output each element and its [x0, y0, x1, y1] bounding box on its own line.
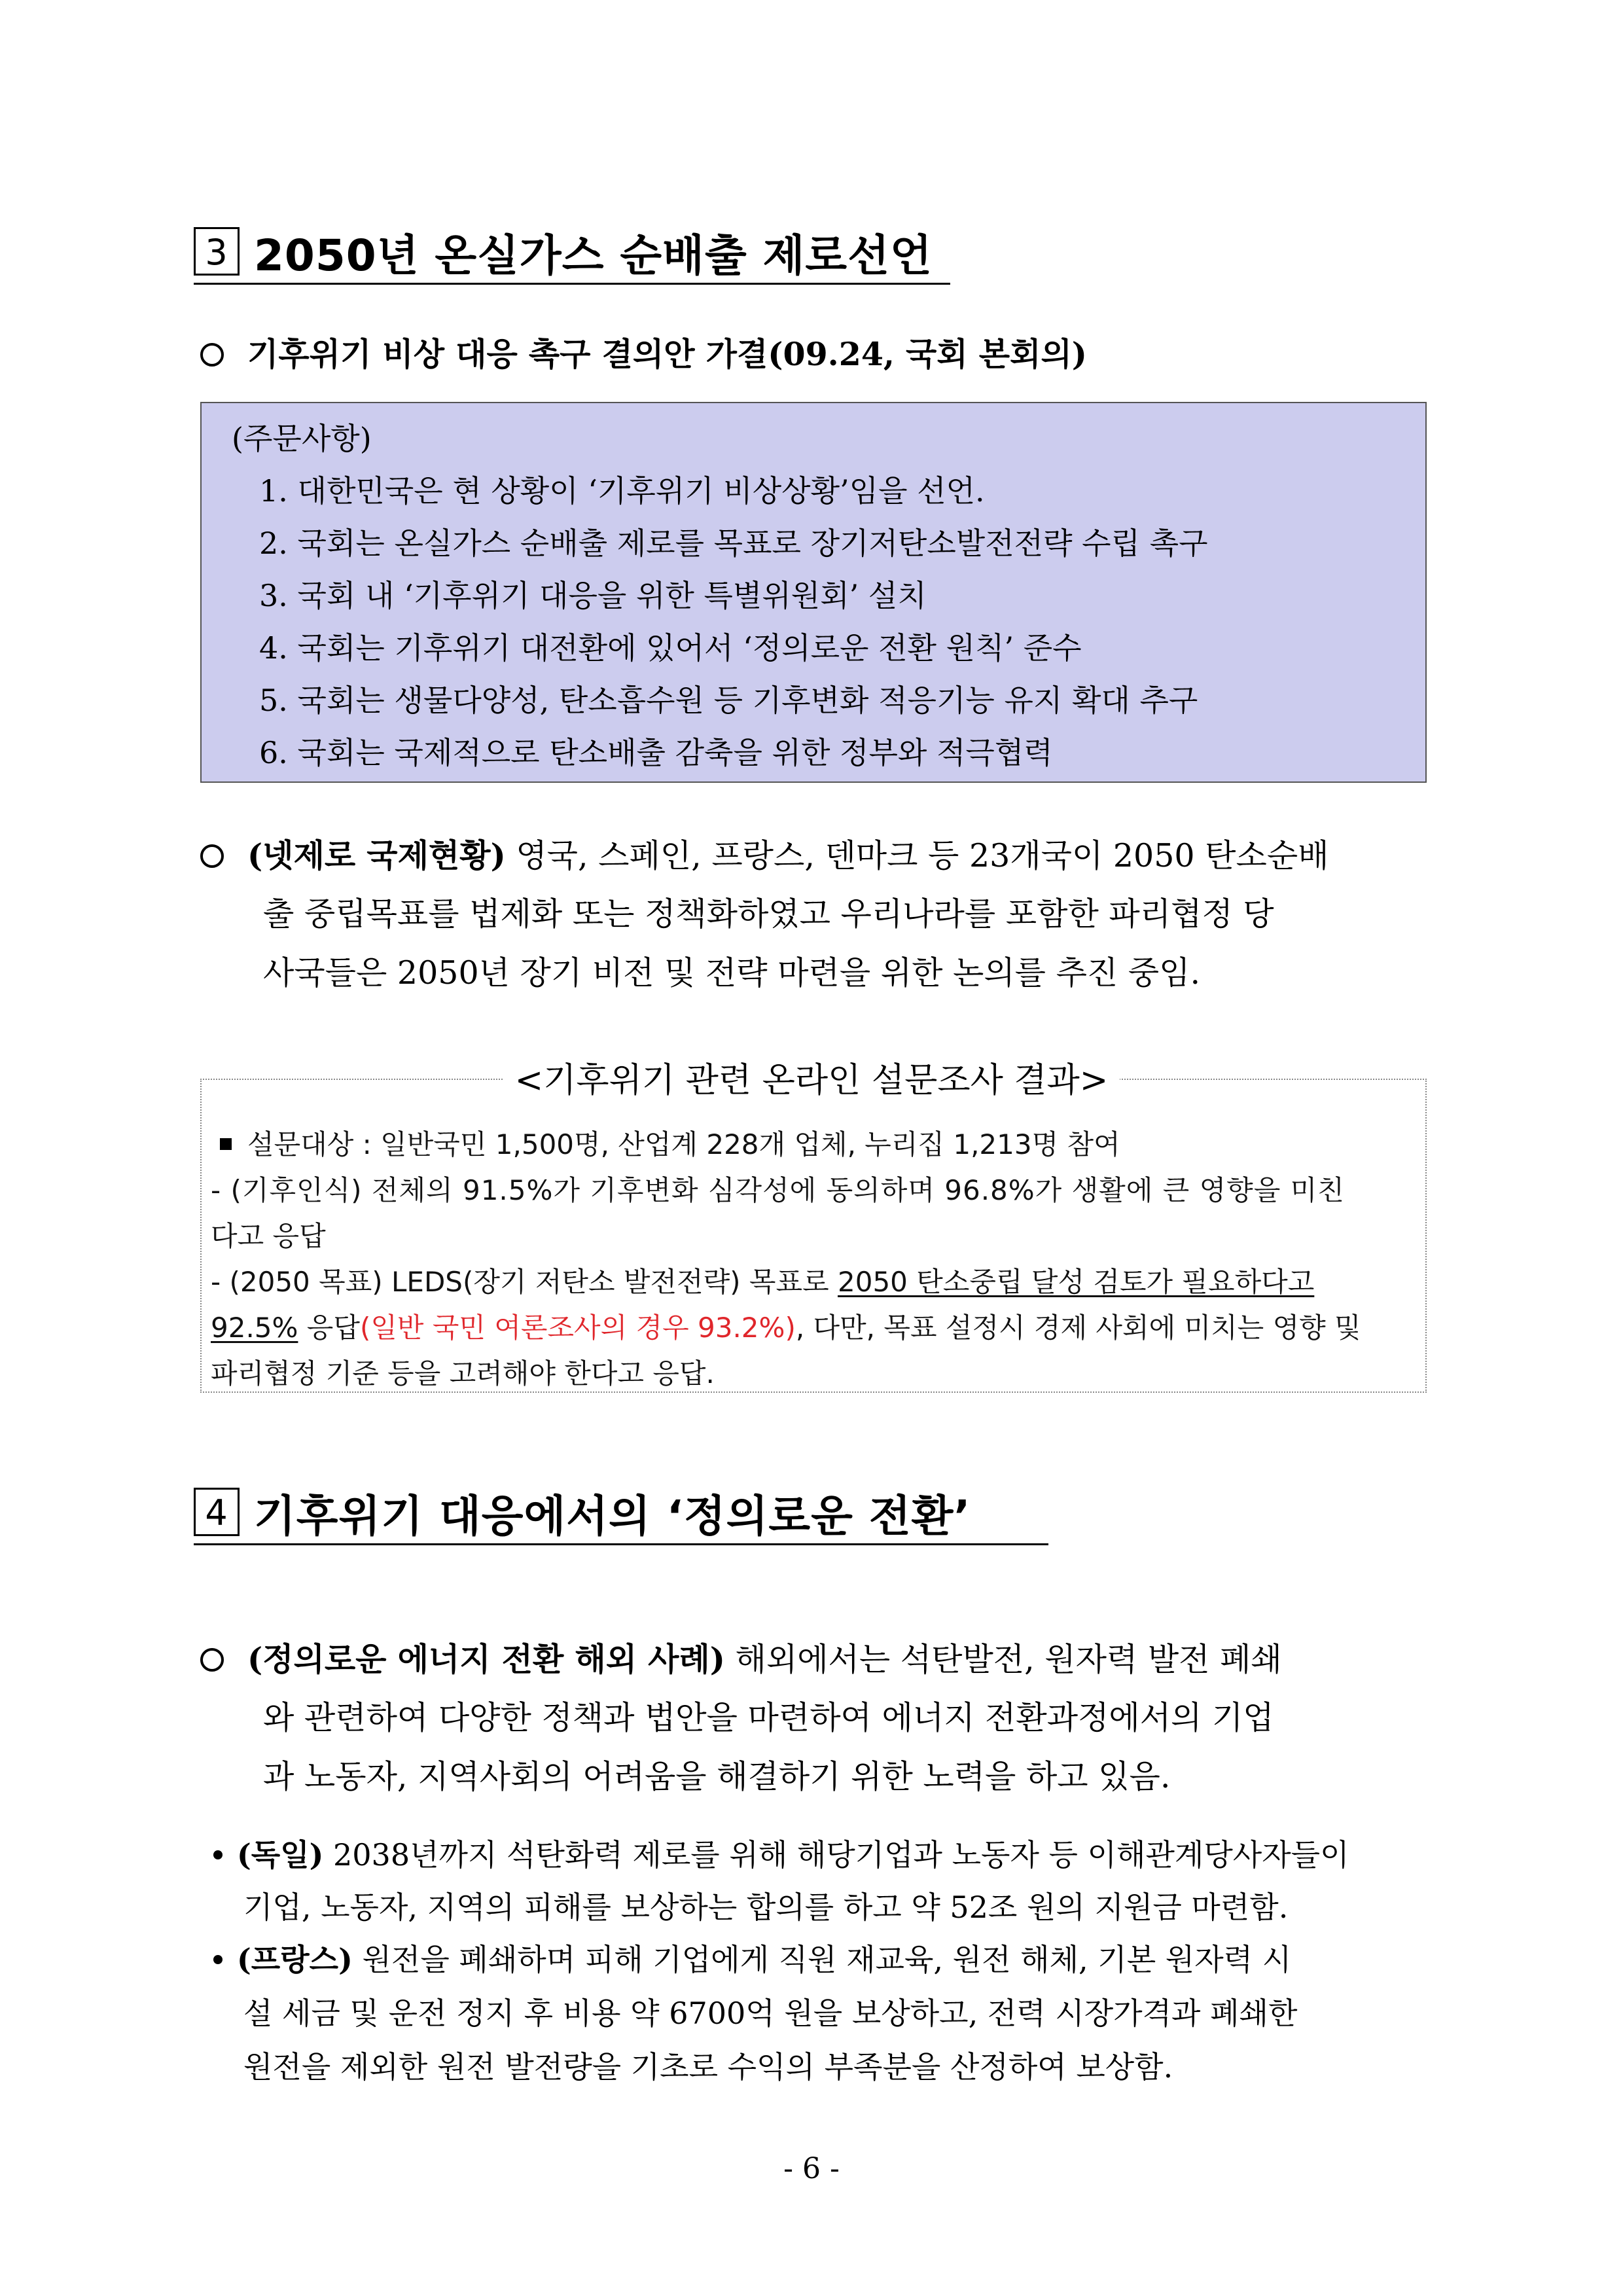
- section-number-box: 4: [194, 1488, 240, 1536]
- survey-goal-line-3: 파리협정 기준 등을 고려해야 한다고 응답.: [211, 1357, 715, 1390]
- circle-bullet-icon: [200, 844, 224, 868]
- france-line-3: 원전을 제외한 원전 발전량을 기초로 수익의 부족분을 산정하여 보상함.: [243, 2049, 1173, 2085]
- just-transition-paragraph: [200, 1630, 1431, 1806]
- resolution-box: [200, 402, 1427, 783]
- section-title: 2050년 온실가스 순배출 제로선언: [254, 230, 933, 281]
- survey-goal-line-1: - (2050 목표) LEDS(장기 저탄소 발전전략) 목표로 2050 탄소중립 달성 검토가 필요하다고: [211, 1266, 1315, 1298]
- resolution-item: 3. 국회 내 ‘기후위기 대응을 위한 특별위원회’ 설치: [259, 578, 927, 613]
- survey-target: 설문대상 : 일반국민 1,500명, 산업계 228개 업체, 누리집 1,213명 참여: [220, 1123, 1120, 1162]
- survey-goal-line-2: 92.5% 응답(일반 국민 여론조사의 경우 93.2%), 다만, 목표 설정시 경제 사회에 미치는 영향 및: [211, 1312, 1361, 1344]
- germany-line-2: 기업, 노동자, 지역의 피해를 보상하는 합의를 하고 약 52조 원의 지원금 마련함.: [243, 1890, 1289, 1925]
- resolution-item: 1. 대한민국은 현 상황이 ‘기후위기 비상상황’임을 선언.: [259, 473, 985, 509]
- section-underline: [194, 1543, 1048, 1545]
- dot-bullet-icon: [213, 1955, 223, 1964]
- jt-line-2: 와 관련하여 다양한 정책과 법안을 마련하여 에너지 전환과정에서의 기업: [263, 1699, 1274, 1736]
- dot-bullet-icon: [213, 1850, 223, 1859]
- survey-awareness-line-1: - (기후인식) 전체의 91.5%가 기후변화 심각성에 동의하며 96.8%가 생활에 큰 영향을 미친: [211, 1174, 1345, 1206]
- survey-title: <기후위기 관련 온라인 설문조사 결과>: [0, 1052, 1623, 1102]
- circle-bullet-icon: [200, 343, 224, 367]
- section-underline: [194, 283, 950, 285]
- section-title: 기후위기 대응에서의 ‘정의로운 전환’: [254, 1490, 971, 1541]
- section-number-box: 3: [194, 227, 240, 276]
- survey-box: [200, 1079, 1427, 1393]
- circle-bullet-icon: [200, 1648, 224, 1672]
- section-4-header: [194, 1479, 971, 1545]
- resolution-item: 6. 국회는 국제적으로 탄소배출 감축을 위한 정부와 적극협력: [259, 735, 1053, 770]
- jt-line-3: 과 노동자, 지역사회의 어려움을 해결하기 위한 노력을 하고 있음.: [263, 1758, 1171, 1795]
- germany-line-1: (독일) 2038년까지 석탄화력 제로를 위해 해당기업과 노동자 등 이해관계당사자들이: [213, 1831, 1349, 1874]
- square-bullet-icon: [220, 1138, 232, 1150]
- jt-line-1: (정의로운 에너지 전환 해외 사례) 해외에서는 석탄발전, 원자력 발전 폐쇄: [200, 1630, 1282, 1689]
- survey-awareness-line-2: 다고 응답: [211, 1220, 326, 1252]
- netzero-line-3: 사국들은 2050년 장기 비전 및 전략 마련을 위한 논의를 추진 중임.: [263, 954, 1201, 992]
- section-3-header: [194, 219, 933, 284]
- box-title: (주문사항): [232, 421, 372, 456]
- netzero-line-2: 출 중립목표를 법제화 또는 정책화하였고 우리나라를 포함한 파리협정 당: [263, 895, 1274, 933]
- page-number: - 6 -: [783, 2152, 840, 2185]
- netzero-paragraph: [200, 826, 1431, 1003]
- resolution-item: 5. 국회는 생물다양성, 탄소흡수원 등 기후변화 적응기능 유지 확대 추구: [259, 683, 1198, 718]
- france-line-2: 설 세금 및 운전 정지 후 비용 약 6700억 원을 보상하고, 전력 시장가격과 폐쇄한: [243, 1996, 1298, 2031]
- france-line-1: (프랑스) 원전을 폐쇄하며 피해 기업에게 직원 재교육, 원전 해체, 기본 원자력 시: [213, 1936, 1291, 1979]
- netzero-line-1: (넷제로 국제현황) 영국, 스페인, 프랑스, 덴마크 등 23개국이 2050 탄소순배: [200, 826, 1329, 886]
- resolution-item: 4. 국회는 기후위기 대전환에 있어서 ‘정의로운 전환 원칙’ 준수: [259, 630, 1082, 666]
- resolution-heading: 기후위기 비상 대응 촉구 결의안 가결(09.24, 국회 본회의): [200, 325, 1087, 384]
- resolution-item: 2. 국회는 온실가스 순배출 제로를 목표로 장기저탄소발전전략 수립 촉구: [259, 526, 1208, 561]
